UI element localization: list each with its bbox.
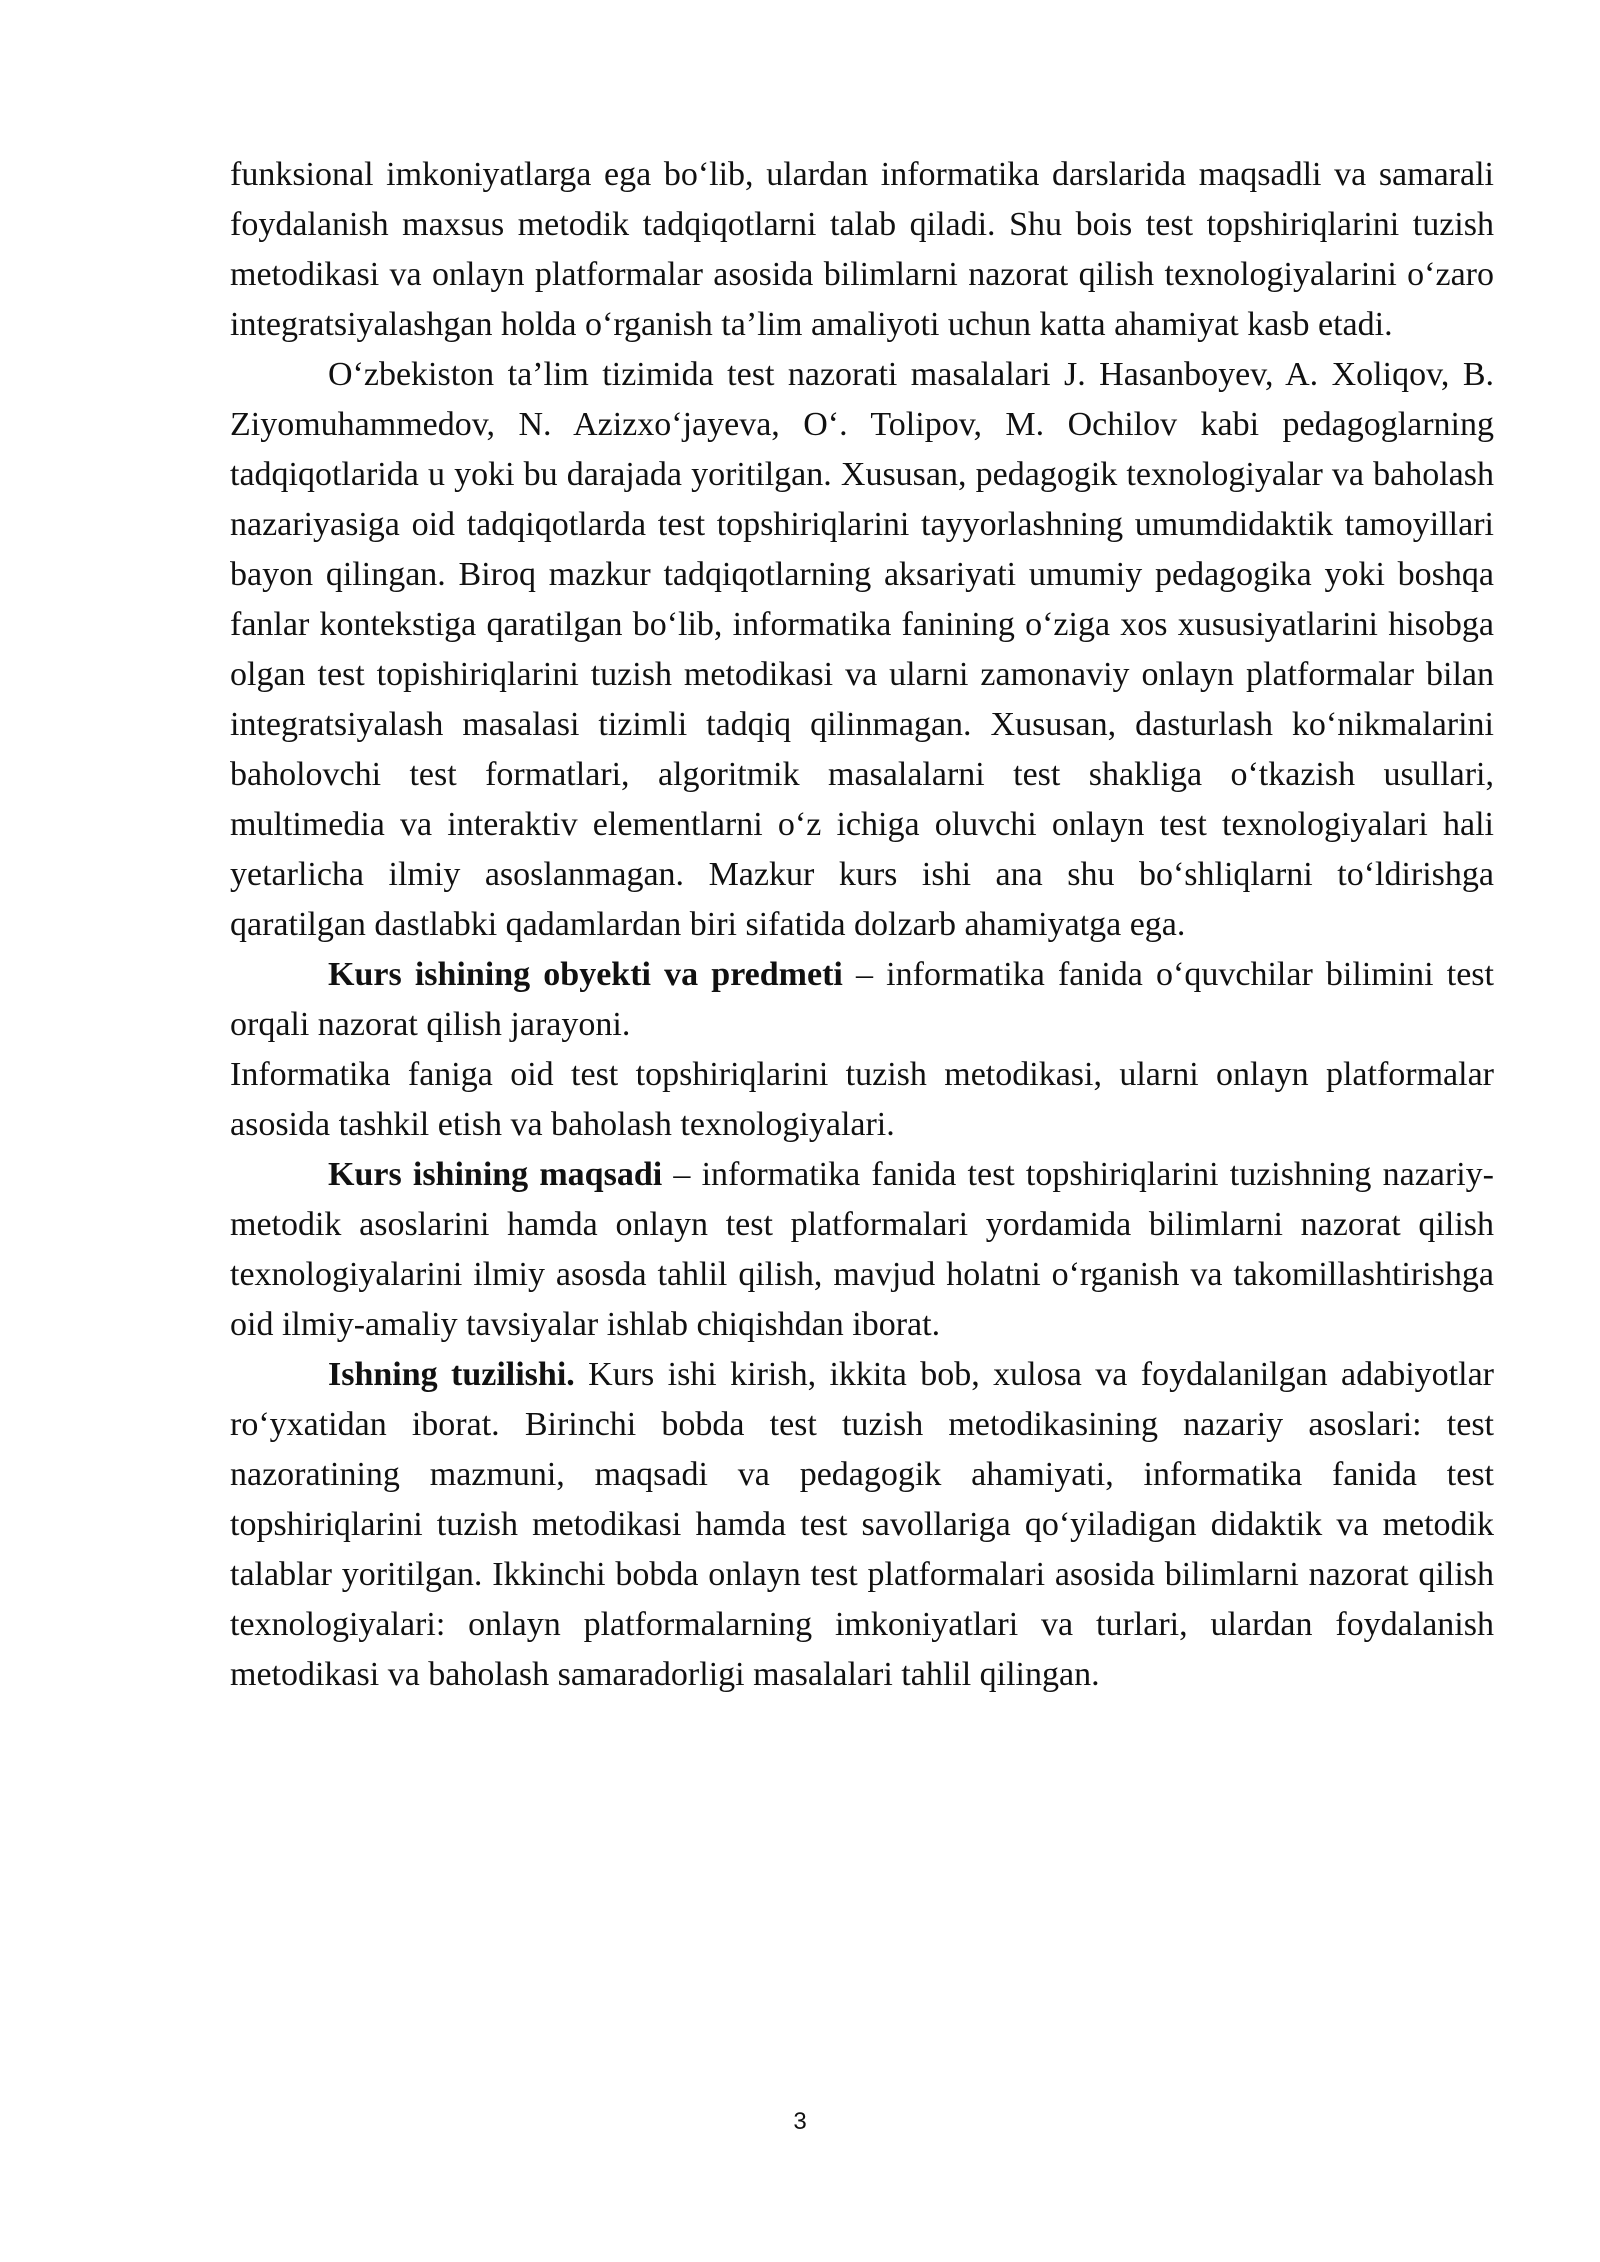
goal-text: – informatika fanida test topshiriqlarini tuzishning nazariy-metodik asoslarini hamda onlayn test platformalari yordamida bilimlarni nazorat qilish texnologiyalarini ilmiy asosda tahlil qilish, mavjud holatni o‘rganish va takomillashtirishga oid ilmiy-amaliy tavsiyalar ishlab chiqishdan iborat.: [230, 1156, 1494, 1343]
paragraph-subject-detail: Informatika faniga oid test topshiriqlarini tuzish metodikasi, ularni onlayn platformalar asosida tashkil etish va baholash texnologiyalari.: [230, 1056, 1494, 1143]
heading-structure: Ishning tuzilishi.: [328, 1356, 575, 1393]
paragraph-continuation: funksional imkoniyatlarga ega bo‘lib, ulardan informatika darslarida maqsadli va samarali foydalanish maxsus metodik tadqiqotlarni talab qiladi. Shu bois test topshiriqlarini tuzish metodikasi va onlayn platformalar asosida bilimlarni nazorat qilish texnologiyalarini o‘zaro integratsiyalashgan holda o‘rganish ta’lim amaliyoti uchun katta ahamiyat kasb etadi.: [230, 156, 1494, 343]
page-number: 3: [793, 2108, 807, 2135]
paragraph-research-review: O‘zbekiston ta’lim tizimida test nazorati masalalari J. Hasanboyev, A. Xoliqov, B. Ziyomuhammedov, N. Azizxo‘jayeva, O‘. Tolipov, M. Ochilov kabi pedagoglarning tadqiqotlarida u yoki bu darajada yoritilgan. Xususan, pedagogik texnologiyalar va baholash nazariyasiga oid tadqiqotlarda test topshiriqlarini tayyorlashning umumdidaktik tamoyillari bayon qilingan. Biroq mazkur tadqiqotlarning aksariyati umumiy pedagogika yoki boshqa fanlar kontekstiga qaratilgan bo‘lib, informatika fanining o‘ziga xos xususiyatlarini hisobga olgan test topishiriqlarini tuzish metodikasi va ularni zamonaviy onlayn platformalar bilan integratsiyalash masalasi tizimli tadqiq qilinmagan. Xususan, dasturlash ko‘nikmalarini baholovchi test formatlari, algoritmik masalalarni test shakliga o‘tkazish usullari, multimedia va interaktiv elementlarni o‘z ichiga oluvchi onlayn test texnologiyalari hali yetarlicha ilmiy asoslanmagan. Mazkur kurs ishi ana shu bo‘shliqlarni to‘ldirishga qaratilgan dastlabki qadamlardan biri sifatida dolzarb ahamiyatga ega.: [230, 356, 1494, 943]
structure-text: Kurs ishi kirish, ikkita bob, xulosa va foydalanilgan adabiyotlar ro‘yxatidan iborat. Birinchi bobda test tuzish metodikasining nazariy asoslari: test nazoratining mazmuni, maqsadi va pedagogik ahamiyati, informatika fanida test topshiriqlarini tuzish metodikasi hamda test savollariga qo‘yiladigan didaktik va metodik talablar yoritilgan. Ikkinchi bobda onlayn test platformalari asosida bilimlarni nazorat qilish texnologiyalari: onlayn platformalarning imkoniyatlari va turlari, ulardan foydalanish metodikasi va baholash samaradorligi masalalari tahlil qilingan.: [230, 1356, 1494, 1693]
paragraph-goal: [230, 1150, 1494, 1350]
paragraph-structure: [230, 1350, 1494, 1700]
heading-object-subject: Kurs ishining obyekti va predmeti: [328, 956, 843, 993]
heading-goal: Kurs ishining maqsadi: [328, 1156, 663, 1193]
object-subject-text: – informatika fanida o‘quvchilar bilimini test orqali nazorat qilish jarayoni.: [230, 956, 1494, 1043]
document-body: [230, 150, 1494, 1700]
paragraph-object-subject: [230, 950, 1494, 1050]
